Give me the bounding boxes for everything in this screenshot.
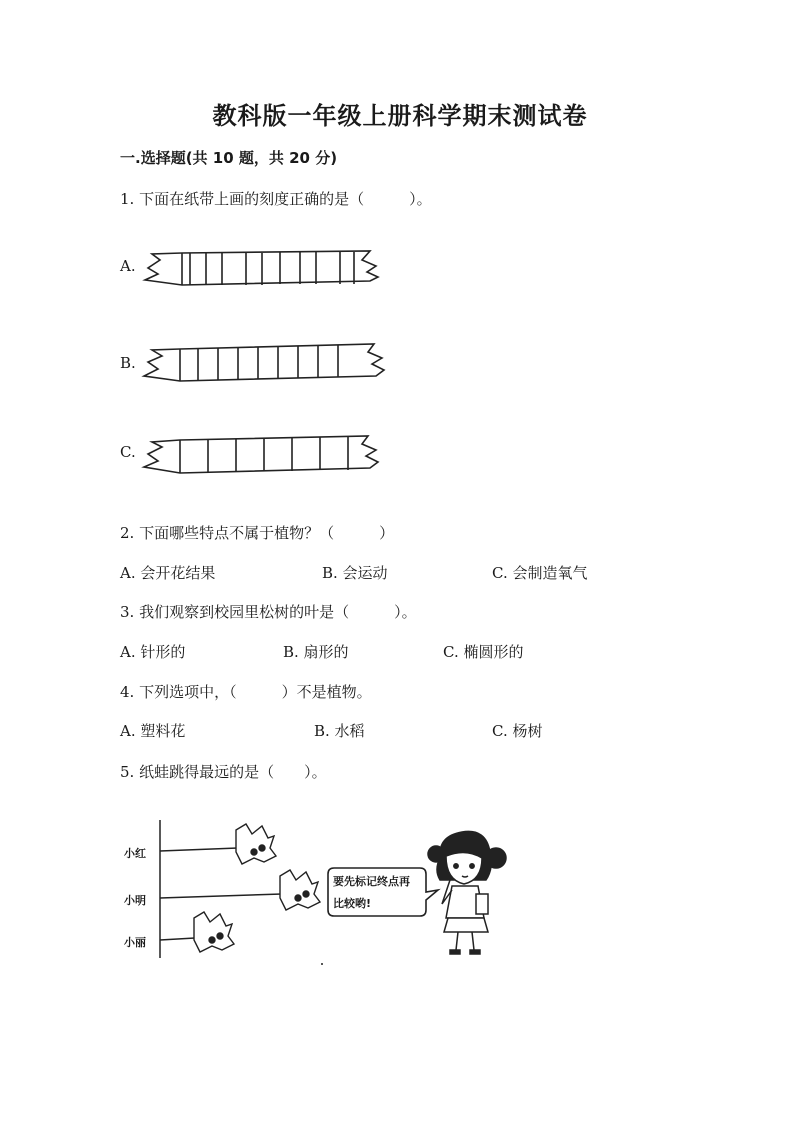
- question-2-stem: 2. 下面哪些特点不属于植物？（ ）: [120, 524, 395, 542]
- paper-frog-3-icon: [194, 912, 234, 952]
- runner-label-xiaohong: 小红: [124, 847, 146, 860]
- question-3-option-a: A. 针形的: [120, 643, 186, 661]
- question-1-option-b: B.: [120, 354, 136, 372]
- question-3-option-c: C. 椭圆形的: [443, 643, 524, 661]
- girl-character-icon: [428, 831, 506, 954]
- question-1-stem: 1. 下面在纸带上画的刻度正确的是（ ）。: [120, 190, 432, 208]
- question-1-option-c: C.: [120, 443, 136, 461]
- question-2-option-a: A. 会开花结果: [120, 564, 216, 582]
- paper-strip-a-figure: [140, 244, 390, 294]
- question-5-stem: 5. 纸蛙跳得最远的是（ ）。: [120, 763, 327, 781]
- paper-frog-2-icon: [280, 870, 320, 910]
- speech-text-line-2: 比较哟!: [333, 897, 372, 910]
- question-4-option-a: A. 塑料花: [120, 722, 186, 740]
- question-3-stem: 3. 我们观察到校园里松树的叶是（ ）。: [120, 603, 417, 621]
- question-4-option-b: B. 水稻: [314, 722, 365, 740]
- paper-strip-c-figure: [140, 430, 390, 480]
- page-title: 教科版一年级上册科学期末测试卷: [212, 101, 588, 130]
- paper-frog-1-icon: [236, 824, 276, 864]
- question-2-option-b: B. 会运动: [322, 564, 388, 582]
- question-4-stem: 4. 下列选项中，（ ）不是植物。: [120, 683, 372, 701]
- frog-jump-figure: [150, 818, 510, 968]
- runner-label-xiaoli: 小丽: [124, 936, 146, 949]
- question-2-option-c: C. 会制造氧气: [492, 564, 588, 582]
- question-3-option-b: B. 扇形的: [283, 643, 349, 661]
- section-heading: 一.选择题(共 10 题，共 20 分): [120, 149, 338, 167]
- question-1-option-a: A.: [120, 257, 136, 275]
- question-4-option-c: C. 杨树: [492, 722, 543, 740]
- runner-label-xiaoming: 小明: [124, 894, 146, 907]
- paper-strip-b-figure: [140, 338, 390, 388]
- speech-text-line-1: 要先标记终点再: [333, 875, 410, 888]
